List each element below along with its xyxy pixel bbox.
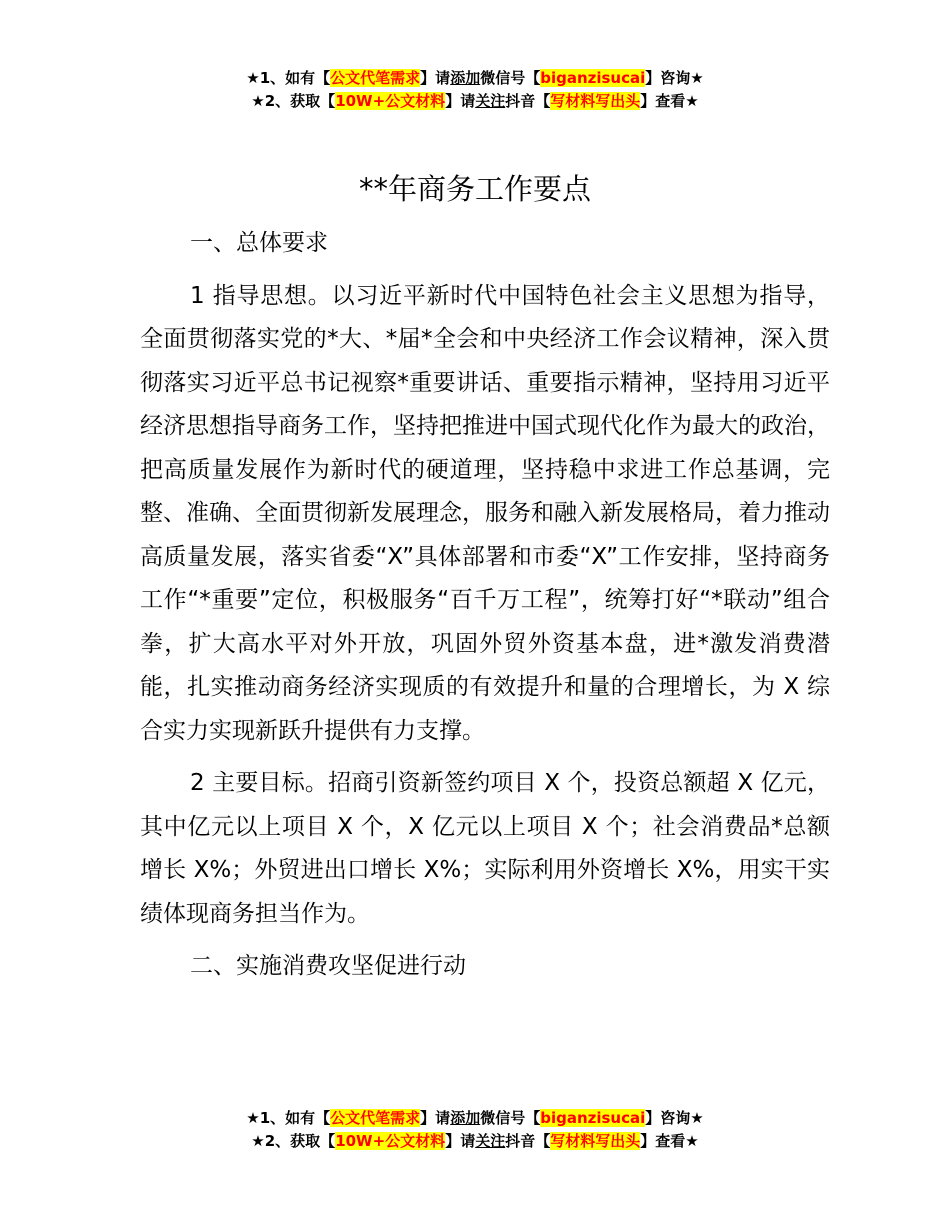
banner-underline-text: 添加 (450, 69, 481, 87)
header-banner (0, 67, 950, 113)
banner-underline-text: 关注 (475, 1132, 506, 1150)
banner-underline-text: 添加 (450, 1109, 481, 1127)
banner-text: 】查看★ (640, 1132, 699, 1150)
banner-text: 】请 (420, 69, 451, 87)
banner-highlight: 公文代笔需求 (330, 1109, 421, 1127)
section-heading-1: 一、总体要求 (190, 230, 328, 256)
banner-text: ★1、如有【 (246, 69, 331, 87)
banner-text: ★2、获取【 (251, 92, 336, 110)
banner-highlight: 公文代笔需求 (330, 69, 421, 87)
banner-text: 】查看★ (640, 92, 699, 110)
banner-line-2 (0, 1130, 950, 1153)
banner-text: 微信号【 (480, 69, 541, 87)
banner-text: 微信号【 (480, 1109, 541, 1127)
banner-highlight: biganzisucai (540, 1109, 646, 1127)
banner-underline-text: 关注 (475, 92, 506, 110)
paragraph-guiding-ideology: 1 指导思想。以习近平新时代中国特色社会主义思想为指导，全面贯彻落实党的*大、*届*全会和中央经济工作会议精神，深入贯彻落实习近平总书记视察*重要讲话、重要指示精神，坚持用习近平经济思想指导商务工作，坚持把推进中国式现代化作为最大的政治，把高质量发展作为新时代的硬道理，坚持稳中求进工作总基调，完整、准确、全面贯彻新发展理念，服务和融入新发展格局，着力推动高质量发展，落实省委“X”具体部署和市委“X”工作安排，坚持商务工作“*重要”定位，积极服务“百千万工程”，统筹打好“*联动”组合拳，扩大高水平对外开放，巩固外贸外资基本盘，进*激发消费潜能，扎实推动商务经济实现质的有效提升和量的合理增长，为 X 综合实力实现新跃升提供有力支撑。 (140, 282, 830, 744)
banner-line-1 (0, 67, 950, 90)
section-heading-2: 二、实施消费攻坚促进行动 (190, 953, 466, 979)
banner-text: 】请 (420, 1109, 451, 1127)
banner-highlight: biganzisucai (540, 69, 646, 87)
banner-text: 抖音【 (505, 1132, 551, 1150)
document-body (140, 222, 830, 998)
banner-text: 抖音【 (505, 92, 551, 110)
banner-highlight: 写材料写出头 (550, 1132, 641, 1150)
banner-text: 】请 (445, 92, 476, 110)
banner-highlight: 写材料写出头 (550, 92, 641, 110)
banner-text: 】请 (445, 1132, 476, 1150)
banner-text: ★1、如有【 (246, 1109, 331, 1127)
banner-line-1 (0, 1107, 950, 1130)
banner-text: ★2、获取【 (251, 1132, 336, 1150)
banner-text: 】咨询★ (645, 69, 704, 87)
document-title: **年商务工作要点 (358, 172, 591, 206)
banner-line-2 (0, 90, 950, 113)
footer-banner (0, 1107, 950, 1153)
banner-highlight: 10W+公文材料 (335, 1132, 446, 1150)
banner-highlight: 10W+公文材料 (335, 92, 446, 110)
banner-text: 】咨询★ (645, 1109, 704, 1127)
paragraph-main-goals: 2 主要目标。招商引资新签约项目 X 个，投资总额超 X 亿元，其中亿元以上项目 X 个，X 亿元以上项目 X 个；社会消费品*总额增长 X%；外贸进出口增长 X%；实际利用外资增长 X%，用实干实绩体现商务担当作为。 (140, 770, 830, 927)
